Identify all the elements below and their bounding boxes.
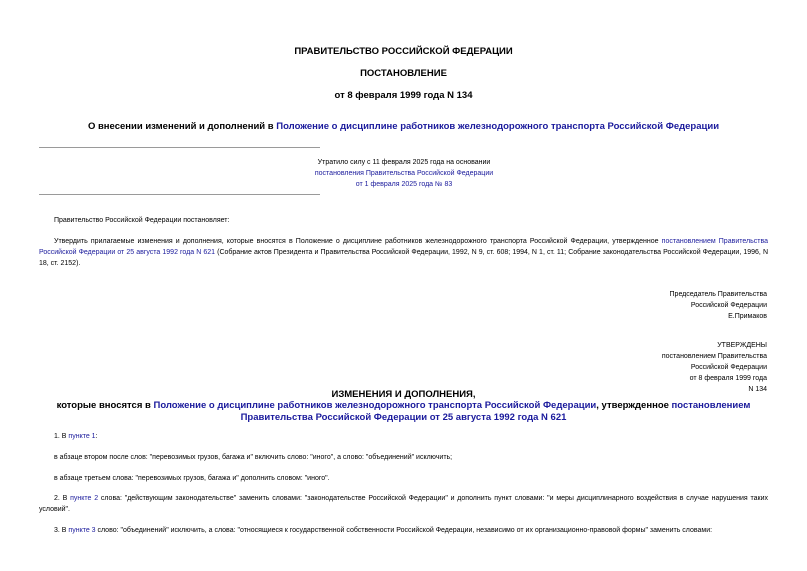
approved-line2: постановлением Правительства <box>661 353 767 360</box>
link-resolution-621[interactable]: постановлением Правительства Российской Федерации от 25 августа 1992 года N 621 <box>39 238 768 256</box>
signature-line2: Российской Федерации <box>690 302 767 309</box>
item-1-suffix: : <box>95 433 98 440</box>
item-2-text: слова: "действующим законодательстве" заменить словами: "законодательстве Российской Федерации" и дополнить пункт словами: "и меры дисциплинарного воздействия в случае нарушения таких условий". <box>39 495 769 513</box>
changes-heading: ИЗМЕНЕНИЯ И ДОПОЛНЕНИЯ, <box>331 389 476 400</box>
changes-subheading <box>39 400 768 424</box>
item-2-prefix: 2. В <box>54 495 71 502</box>
document-title <box>0 121 807 132</box>
document-type-heading: ПОСТАНОВЛЕНИЕ <box>360 68 447 79</box>
title-prefix: О внесении изменений и дополнений в <box>87 121 277 132</box>
signature-line1: Председатель Правительства <box>669 291 767 298</box>
repeal-notice-link-resolution[interactable]: постановления Правительства Российской Федерации <box>314 170 494 177</box>
approved-line3: Российской Федерации <box>690 364 767 371</box>
paragraph-approve-text-a: Утвердить прилагаемые изменения и дополнения, которые вносятся в Положение о дисциплине работников железнодорожного транспорта Российской Федерации, утвержденное <box>54 238 662 245</box>
document-date-number: от 8 февраля 1999 года N 134 <box>334 90 473 101</box>
title-link-regulation[interactable]: Положение о дисциплине работников железнодорожного транспорта Российской Федерации <box>276 121 720 132</box>
item-1-b: в абзаце третьем слова: "перевозимых грузов, багажа и" дополнить словом: "иного". <box>54 475 330 482</box>
repeal-notice <box>260 157 548 190</box>
repeal-notice-link-date[interactable]: от 1 февраля 2025 года № 83 <box>355 181 453 188</box>
changes-sub-mid: , утвержденное <box>596 400 672 411</box>
item-1-prefix: 1. В <box>54 433 69 440</box>
signature-block <box>670 289 767 322</box>
item-1 <box>54 431 98 442</box>
item-2 <box>39 493 768 515</box>
government-heading: ПРАВИТЕЛЬСТВО РОССИЙСКОЙ ФЕДЕРАЦИИ <box>294 46 513 57</box>
approved-line1: УТВЕРЖДЕНЫ <box>717 342 767 349</box>
paragraph-approve-text-b: (Собрание актов Президента и Правительства Российской Федерации, 1992, N 9, ст. 608; 1994, N 1, ст. 11; Собрание законодательства Российской Федерации, 1996, N 18, ст. 2152). <box>39 249 768 267</box>
repeal-notice-line1: Утратило силу с 11 февраля 2025 года на основании <box>317 159 491 166</box>
approved-block <box>662 340 767 395</box>
changes-sub-prefix: которые вносятся в <box>56 400 154 411</box>
paragraph-approve <box>39 236 768 269</box>
item-3 <box>39 525 768 536</box>
approved-line4: от 8 февраля 1999 года <box>689 375 767 382</box>
item-3-prefix: 3. В <box>54 527 69 534</box>
link-point-2[interactable]: пункте 2 <box>70 495 99 502</box>
changes-link-regulation[interactable]: Положение о дисциплине работников железнодорожного транспорта Российской Федерации <box>153 400 597 411</box>
item-1-a: в абзаце втором после слов: "перевозимых грузов, багажа и" включить слово: "иного", а слово: "объединений" исключить; <box>54 454 453 461</box>
approved-line5: N 134 <box>748 386 767 393</box>
signature-name: Е.Примаков <box>728 313 767 320</box>
link-point-1[interactable]: пункте 1 <box>68 433 96 440</box>
changes-link-resolution-621[interactable]: постановлением Правительства Российской Федерации от 25 августа 1992 года N 621 <box>240 400 751 423</box>
paragraph-resolves: Правительство Российской Федерации постановляет: <box>54 217 230 224</box>
link-point-3[interactable]: пункте 3 <box>68 527 96 534</box>
divider-bottom <box>39 194 320 195</box>
item-3-text: слово: "объединений" исключить, а слова: "относящиеся к государственной собственности Российской Федерации, независимо от их организационно-правовой формы" заменить словами: <box>95 527 713 534</box>
divider-top <box>39 147 320 148</box>
